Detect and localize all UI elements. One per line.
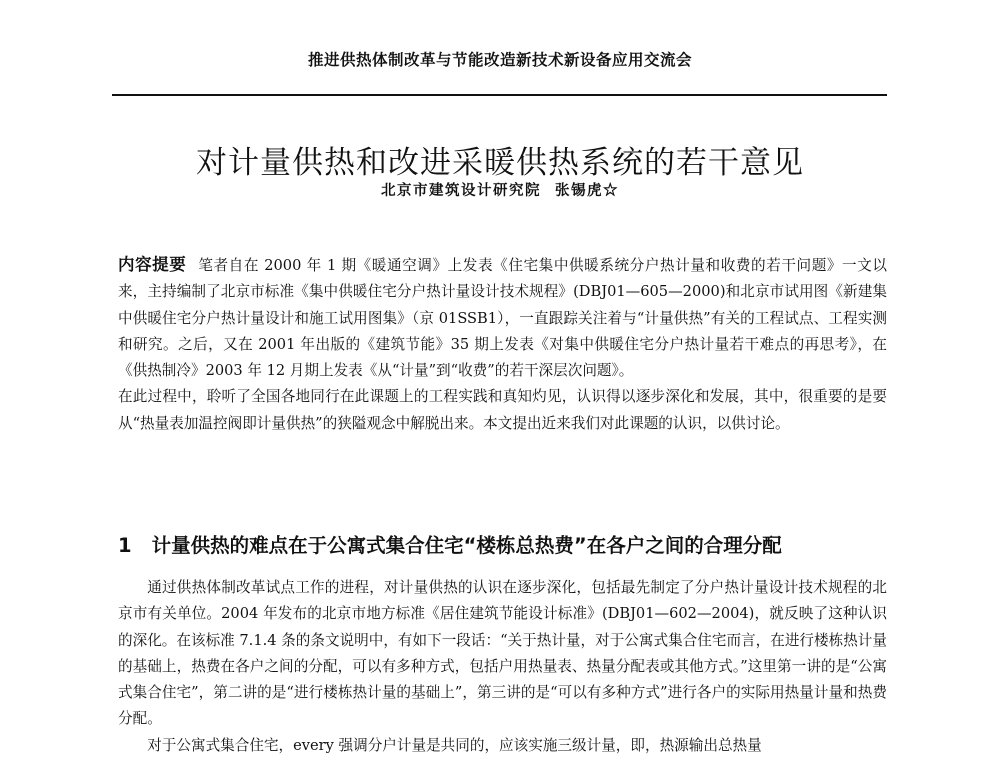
abstract-paragraph [118, 252, 887, 384]
section-title: 计量供热的难点在于公寓式集合住宅“楼栋总热费”在各户之间的合理分配 [151, 534, 782, 558]
paper-title: 对计量供热和改进采暖供热系统的若干意见 [196, 144, 804, 181]
section-heading [118, 530, 887, 561]
section-body [118, 575, 887, 759]
abstract [118, 252, 887, 437]
abstract-label: 内容提要 [118, 255, 187, 274]
section-number: 1 [118, 534, 132, 558]
author-name: 张锡虎☆ [555, 182, 619, 199]
abstract-paragraph: 在此过程中，聆听了全国各地同行在此课题上的工程实践和真知灼见，认识得以逐步深化和发展，其中，很重要的是要从“热量表加温控阀即计量供热”的狭隘观念中解脱出来。本文提出近来我们对此课题的认识，以供讨论。 [118, 388, 887, 432]
abstract-text-1: 笔者自在 2000 年 1 期《暖通空调》上发表《住宅集中供暖系统分户热计量和收费的若干问题》一文以来，主持编制了北京市标准《集中供暖住宅分户热计量设计技术规程》(DBJ01—605—2000)和北京市试用图《新建集中供暖住宅分户热计量设计和施工试用图集》（京 01SSB1），一直跟踪关注着与“计量供热”有关的工程试点、工程实测和研究。之后，又在 2001 年出版的《建筑节能》35 期上发表《对集中供暖住宅分户热计量若干难点的再思考》，在《供热制冷》2003 年 12 月期上发表《从“计量”到“收费”的若干深层次问题》。 [118, 257, 887, 380]
header-rule [112, 94, 887, 96]
body-paragraph: 对于公寓式集合住宅，every 强调分户计量是共同的，应该实施三级计量，即，热源输出总热量 [147, 736, 762, 754]
body-paragraph: 通过供热体制改革试点工作的进程，对计量供热的认识在逐步深化，包括最先制定了分户热计量设计技术规程的北京市有关单位。2004 年发布的北京市地方标准《居住建筑节能设计标准》(DBJ01—602—2004)，就反映了这种认识的深化。在该标准 7.1.4 条的条文说明中，有如下一段话：“关于热计量，对于公寓式集合住宅而言，在进行楼栋热计量的基础上，热费在各户之间的分配，可以有多种方式，包括户用热量表、热量分配表或其他方式。”这里第一讲的是“公寓式集合住宅”，第二讲的是“进行楼栋热计量的基础上”，第三讲的是“可以有多种方式”进行各户的实际用热量计量和热费分配。 [118, 579, 887, 728]
running-header: 推进供热体制改革与节能改造新技术新设备应用交流会 [307, 50, 692, 69]
author-affiliation: 北京市建筑设计研究院 [381, 182, 541, 199]
byline [0, 179, 1000, 200]
